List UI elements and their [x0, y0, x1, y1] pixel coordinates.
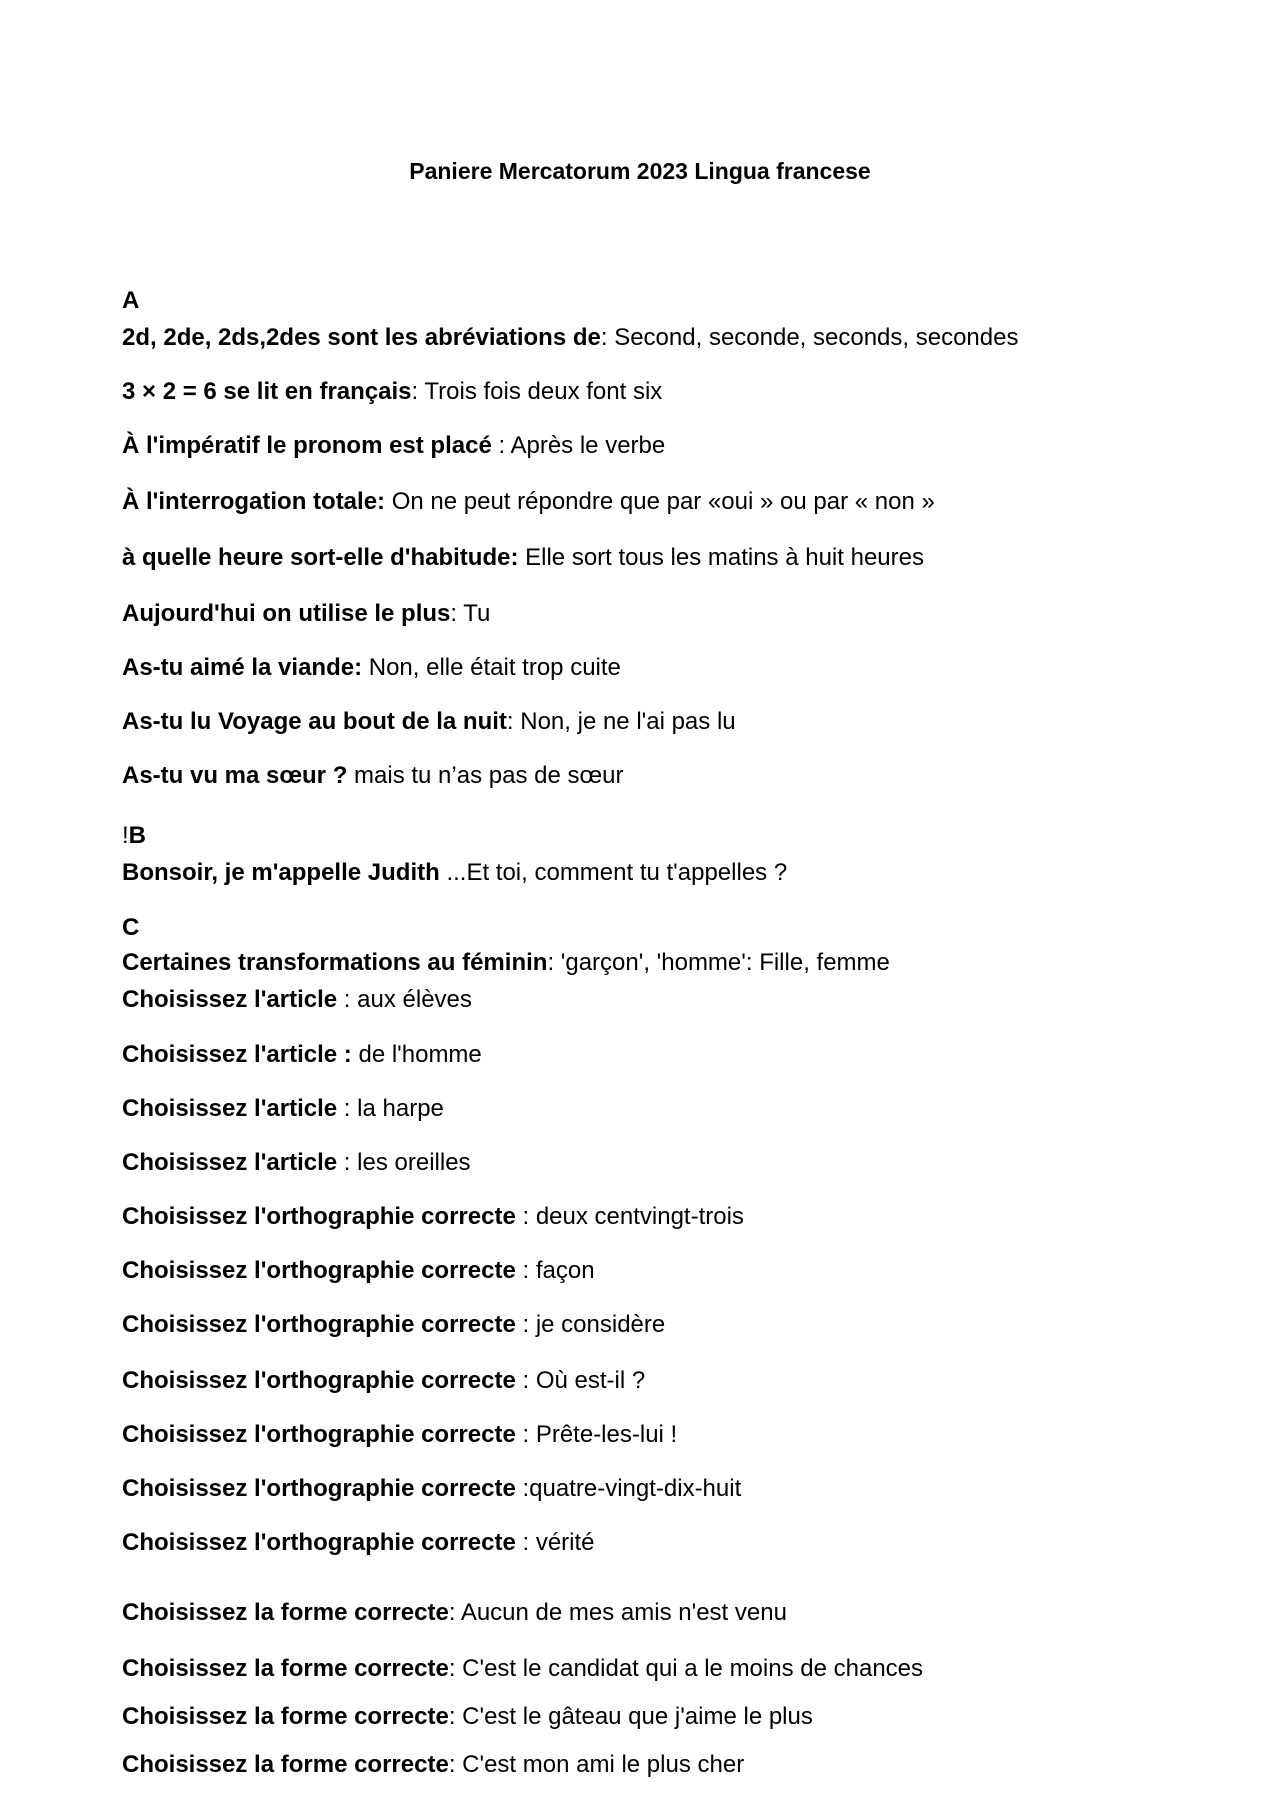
section-letter-a: A — [122, 287, 140, 314]
separator: : — [448, 1599, 461, 1626]
qa-entry — [122, 1477, 741, 1501]
qa-entry — [122, 434, 665, 458]
question-text: Choisissez l'article — [122, 1149, 338, 1176]
question-text: À l'impératif le pronom est placé — [122, 432, 492, 459]
section-letter-prefix: ! — [122, 822, 129, 849]
separator: : — [337, 1095, 358, 1122]
question-text: à quelle heure sort-elle d'habitude: — [122, 544, 519, 571]
qa-entry — [122, 546, 924, 570]
answer-text: quatre-vingt-dix-huit — [529, 1475, 742, 1502]
answer-text: C'est le gâteau que j'aime le plus — [462, 1703, 813, 1730]
separator — [362, 654, 369, 681]
question-text: 2d, 2de, 2ds,2des sont les abréviations de — [122, 324, 601, 351]
answer-text: Second, seconde, seconds, secondes — [614, 324, 1019, 351]
section-letter-b — [122, 824, 146, 848]
separator: : — [515, 1421, 536, 1448]
qa-entry — [122, 1205, 744, 1229]
qa-entry — [122, 1601, 787, 1625]
question-text: Choisissez l'orthographie correcte — [122, 1367, 516, 1394]
separator: : — [411, 378, 425, 405]
question-text: Choisissez la forme correcte — [122, 1599, 449, 1626]
separator: : — [515, 1311, 536, 1338]
separator: : — [491, 432, 511, 459]
question-text: Choisissez l'orthographie correcte — [122, 1529, 516, 1556]
separator: : — [600, 324, 615, 351]
qa-entry — [122, 710, 736, 734]
answer-text: vérité — [535, 1529, 595, 1556]
section-letter-label: B — [128, 822, 147, 849]
separator: : — [515, 1257, 536, 1284]
qa-entry — [122, 1259, 595, 1283]
qa-entry — [122, 1313, 665, 1337]
separator: : — [448, 1703, 463, 1730]
answer-text: 'garçon', 'homme': Fille, femme — [560, 949, 890, 976]
section-letter-c: C — [122, 914, 140, 941]
question-text: Choisissez l'orthographie correcte — [122, 1311, 516, 1338]
qa-entry — [122, 1043, 482, 1067]
qa-entry — [122, 988, 472, 1012]
separator: : — [448, 1751, 463, 1778]
qa-entry — [122, 380, 662, 404]
question-text: 3 × 2 = 6 se lit en français — [122, 378, 412, 405]
question-text: Aujourd'hui on utilise le plus — [122, 600, 451, 627]
qa-entry — [122, 1151, 471, 1175]
question-text: Choisissez l'article — [122, 1095, 338, 1122]
separator: : — [337, 986, 358, 1013]
answer-text: Elle sort tous les matins à huit heures — [525, 544, 924, 571]
qa-entry — [122, 764, 623, 788]
question-text: As-tu aimé la viande: — [122, 654, 363, 681]
separator: : — [337, 1149, 358, 1176]
question-text: Choisissez l'article — [122, 986, 338, 1013]
answer-text: On ne peut répondre que par «oui » ou par « non » — [391, 488, 935, 515]
question-text: Choisissez l'article : — [122, 1041, 352, 1068]
separator: : — [515, 1475, 530, 1502]
separator: : — [448, 1655, 463, 1682]
question-text: Choisissez la forme correcte — [122, 1751, 449, 1778]
qa-entry — [122, 1657, 923, 1681]
qa-entry — [122, 1705, 813, 1729]
qa-entry — [122, 951, 890, 975]
answer-text: ...Et toi, comment tu t'appelles ? — [446, 859, 788, 886]
answer-text: façon — [535, 1257, 595, 1284]
question-text: Certaines transformations au féminin — [122, 949, 548, 976]
question-text: Bonsoir, je m'appelle Judith — [122, 859, 440, 886]
answer-text: Tu — [463, 600, 491, 627]
qa-entry — [122, 1531, 595, 1555]
answer-text: les oreilles — [357, 1149, 471, 1176]
separator: : — [515, 1203, 536, 1230]
question-text: À l'interrogation totale: — [122, 488, 386, 515]
answer-text: Où est-il ? — [535, 1367, 646, 1394]
answer-text: Non, elle était trop cuite — [368, 654, 621, 681]
answer-text: Non, je ne l'ai pas lu — [520, 708, 736, 735]
answer-text: Trois fois deux font six — [424, 378, 663, 405]
qa-entry — [122, 1097, 444, 1121]
answer-text: Prête-les-lui ! — [535, 1421, 678, 1448]
qa-entry — [122, 656, 621, 680]
answer-text: Après le verbe — [510, 432, 666, 459]
answer-text: je considère — [535, 1311, 666, 1338]
question-text: As-tu vu ma sœur ? — [122, 762, 348, 789]
answer-text: mais tu n’as pas de sœur — [354, 762, 624, 789]
qa-entry — [122, 602, 490, 626]
separator — [385, 488, 392, 515]
separator: : — [515, 1529, 536, 1556]
answer-text: de l'homme — [358, 1041, 482, 1068]
question-text: Choisissez la forme correcte — [122, 1703, 449, 1730]
qa-entry — [122, 490, 935, 514]
qa-entry — [122, 326, 1018, 350]
qa-entry — [122, 1369, 645, 1393]
question-text: Choisissez la forme correcte — [122, 1655, 449, 1682]
qa-entry — [122, 1753, 744, 1777]
document-title: Paniere Mercatorum 2023 Lingua francese — [409, 158, 871, 184]
question-text: Choisissez l'orthographie correcte — [122, 1421, 516, 1448]
answer-text: aux élèves — [357, 986, 472, 1013]
question-text: Choisissez l'orthographie correcte — [122, 1203, 516, 1230]
separator: : — [506, 708, 521, 735]
qa-entry — [122, 1423, 677, 1447]
separator: : — [547, 949, 561, 976]
qa-entry — [122, 861, 787, 885]
answer-text: deux centvingt-trois — [535, 1203, 744, 1230]
separator: : — [450, 600, 464, 627]
question-text: Choisissez l'orthographie correcte — [122, 1475, 516, 1502]
answer-text: Aucun de mes amis n'est venu — [460, 1599, 787, 1626]
answer-text: la harpe — [357, 1095, 444, 1122]
question-text: Choisissez l'orthographie correcte — [122, 1257, 516, 1284]
question-text: As-tu lu Voyage au bout de la nuit — [122, 708, 507, 735]
answer-text: C'est le candidat qui a le moins de chances — [462, 1655, 924, 1682]
answer-text: C'est mon ami le plus cher — [462, 1751, 745, 1778]
separator: : — [515, 1367, 536, 1394]
